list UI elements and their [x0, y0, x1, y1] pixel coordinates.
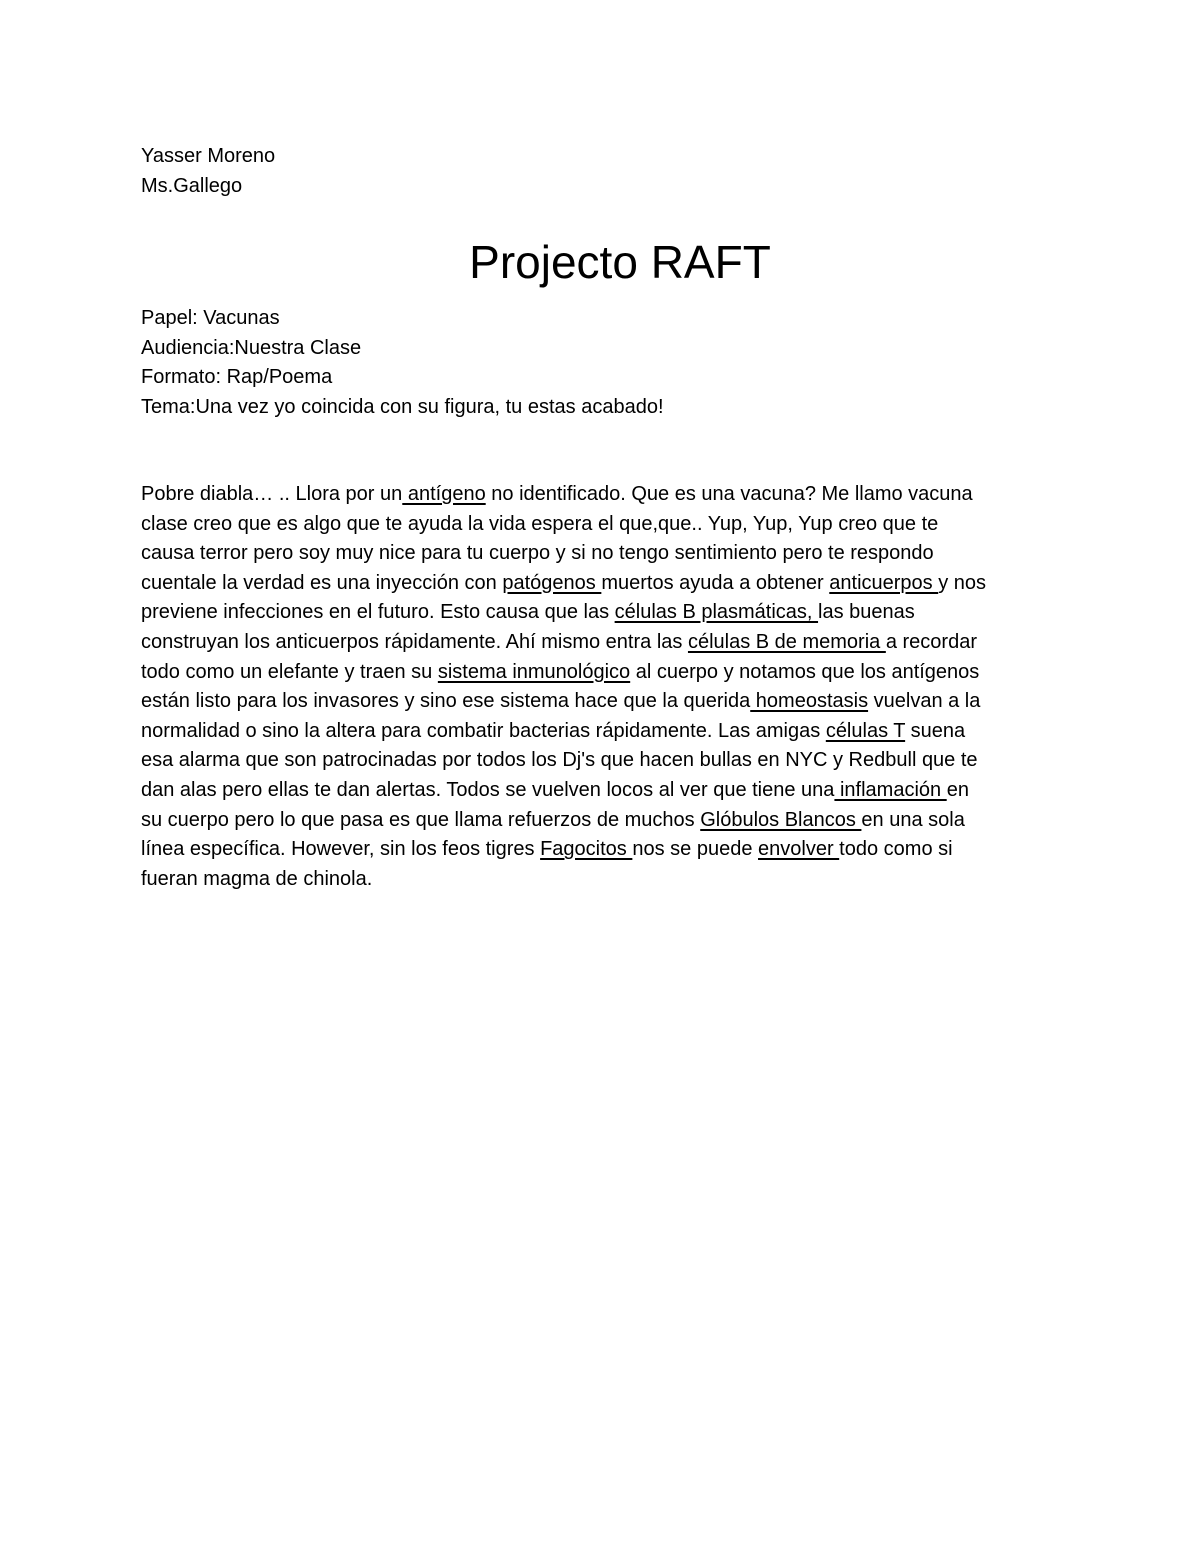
underlined-term: anticuerpos — [829, 571, 939, 594]
body-line — [141, 687, 1066, 717]
text-run: todo como un elefante y traen su — [141, 660, 438, 683]
teacher-name: Ms.Gallego — [141, 175, 243, 197]
text-run: clase creo que es algo que te ayuda la vida espera el que,que.. Yup, Yup, Yup creo que te — [141, 512, 939, 535]
body-line — [141, 480, 1066, 510]
text-run: previene infecciones en el futuro. Esto causa que las — [141, 601, 615, 624]
text-run: las buenas — [818, 601, 915, 624]
text-run: causa terror pero soy muy nice para tu cuerpo y si no tengo sentimiento pero te respondo — [141, 542, 934, 565]
body-line — [141, 658, 1066, 688]
text-run: suena — [905, 719, 966, 742]
underlined-term: patógenos — [502, 571, 602, 594]
body-line — [141, 598, 1066, 628]
text-run: esa alarma que son patrocinadas por todos los Dj's que hacen bullas en NYC y Redbull que te — [141, 749, 978, 772]
underlined-term: homeostasis — [750, 690, 869, 713]
body-line — [141, 539, 1066, 569]
raft-papel: Papel: Vacunas — [141, 307, 280, 329]
text-run: fueran magma de chinola. — [141, 867, 373, 890]
body-line — [141, 746, 1066, 776]
text-run: y nos — [938, 571, 987, 594]
body-line — [141, 806, 1066, 836]
text-run: Pobre diabla… .. Llora por un — [141, 483, 403, 505]
raft-audiencia: Audiencia:Nuestra Clase — [141, 336, 362, 359]
text-run: línea específica. However, sin los feos tigres — [141, 838, 541, 861]
document-header — [141, 141, 275, 201]
text-run: nos se puede — [632, 838, 759, 861]
underlined-term: células B de memoria — [687, 630, 886, 653]
text-run: al cuerpo y notamos que los antígenos — [630, 660, 980, 683]
body-paragraph — [141, 480, 1066, 894]
text-run: vuelvan a la — [868, 690, 981, 713]
body-line — [141, 776, 1066, 806]
text-run: muertos ayuda a obtener — [601, 571, 830, 594]
underlined-term: antígeno — [402, 483, 486, 505]
underlined-term: células T — [825, 719, 906, 742]
underlined-term: sistema inmunológico — [437, 660, 631, 683]
text-run: construyan los anticuerpos rápidamente. Ahí mismo entra las — [141, 630, 688, 653]
body-line — [141, 835, 1066, 865]
body-line — [141, 865, 1066, 895]
text-run: todo como si — [839, 838, 953, 861]
text-run: normalidad o sino la altera para combatir bacterias rápidamente. Las amigas — [141, 719, 826, 742]
underlined-term: células B plasmáticas, — [614, 601, 819, 624]
underlined-term: envolver — [758, 838, 840, 861]
raft-details — [141, 304, 664, 422]
body-line — [141, 717, 1066, 747]
text-run: no identificado. Que es una vacuna? Me llamo vacuna — [485, 483, 973, 505]
body-line — [141, 510, 1066, 540]
underlined-term: Fagocitos — [540, 838, 633, 861]
text-run: cuentale la verdad es una inyección con — [141, 571, 503, 594]
document-title: Projecto RAFT — [469, 236, 771, 288]
text-run: dan alas pero ellas te dan alertas. Todos se vuelven locos al ver que tiene una — [141, 778, 835, 801]
underlined-term: Glóbulos Blancos — [700, 808, 862, 831]
text-run: están listo para los invasores y sino ese sistema hace que la querida — [141, 690, 751, 713]
body-line — [141, 628, 1066, 658]
text-run: en una sola — [861, 808, 965, 831]
author-name: Yasser Moreno — [141, 145, 276, 167]
body-line — [141, 569, 1066, 599]
text-run: a recordar — [885, 630, 977, 653]
underlined-term: inflamación — [834, 778, 947, 801]
raft-tema: Tema:Una vez yo coincida con su figura, tu estas acabado! — [141, 395, 664, 418]
raft-formato: Formato: Rap/Poema — [141, 366, 333, 389]
text-run: su cuerpo pero lo que pasa es que llama refuerzos de muchos — [141, 808, 701, 831]
text-run: en — [946, 778, 969, 801]
